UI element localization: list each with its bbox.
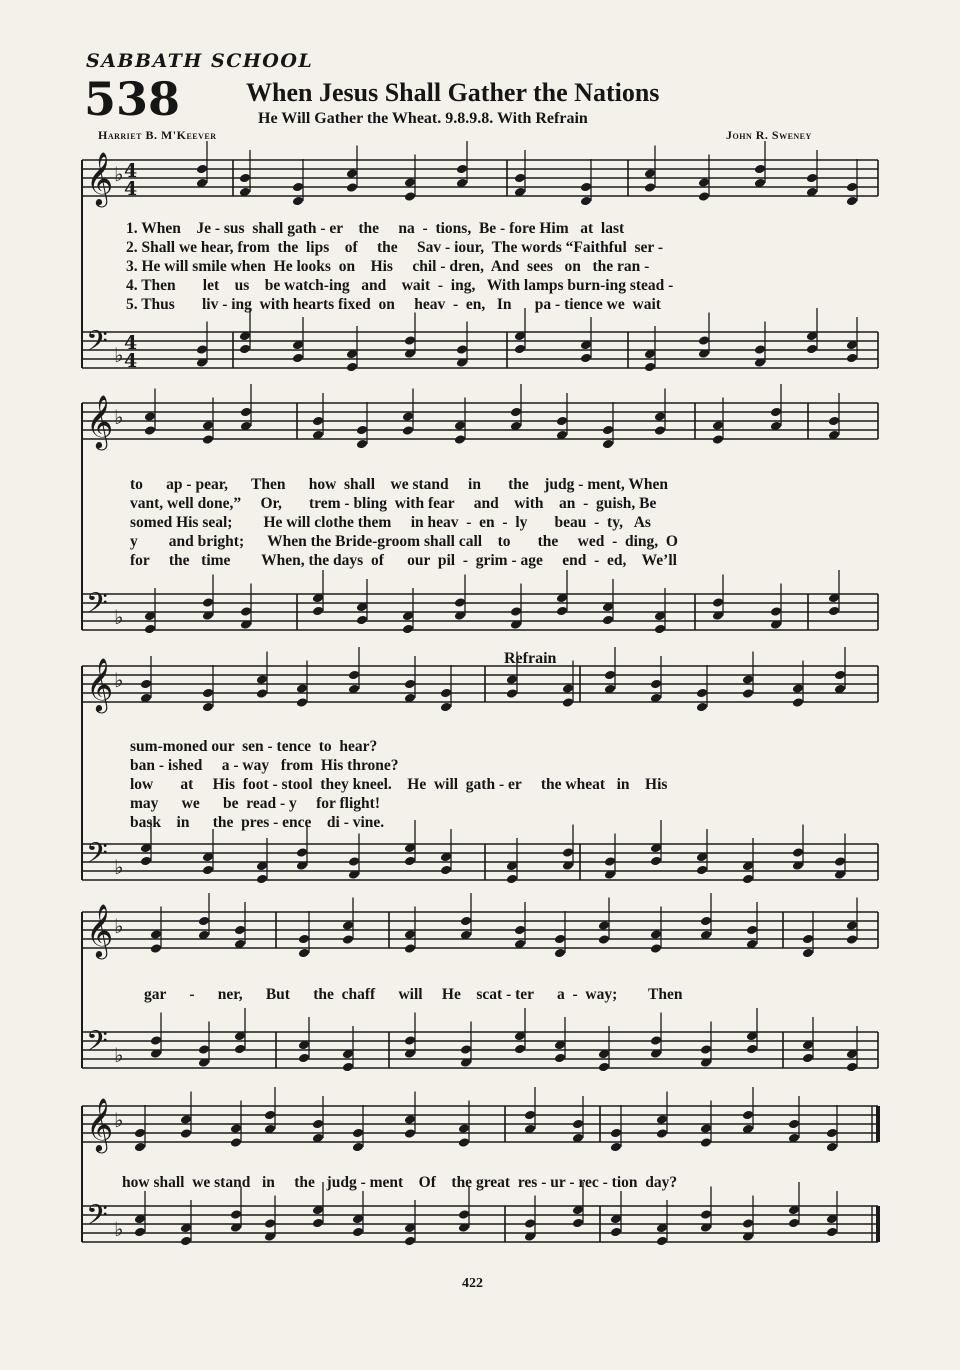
note-head (312, 606, 324, 617)
note-head (198, 1044, 210, 1055)
verse-2-line: 2. Shall we hear, from the lips of the Sav - iour, The words “Faithful ser - (126, 239, 664, 256)
note-head (404, 335, 416, 346)
note-head (828, 416, 840, 427)
note-head (352, 1142, 364, 1153)
verse-1-line: sum-moned our sen - tence to hear? (130, 738, 378, 755)
note-head (656, 1128, 668, 1139)
note-head (556, 416, 568, 427)
note-head (202, 597, 214, 608)
note-head (700, 1123, 712, 1134)
note-head (650, 679, 662, 690)
note-head (460, 1044, 472, 1055)
note-head (514, 925, 526, 936)
note-head (754, 164, 766, 175)
note-head (454, 420, 466, 431)
note-head (506, 674, 518, 685)
note-head (196, 344, 208, 355)
flat-sign-icon: ♭ (114, 914, 124, 938)
note-head (342, 920, 354, 931)
note-head (230, 1137, 242, 1148)
note-head (144, 624, 156, 635)
note-head (746, 1044, 758, 1055)
note-head (404, 1128, 416, 1139)
note-head (134, 1128, 146, 1139)
note-head (256, 674, 268, 685)
note-head (312, 1218, 324, 1229)
note-head (404, 1035, 416, 1046)
note-head (296, 697, 308, 708)
note-head (656, 1236, 668, 1247)
note-head (524, 1218, 536, 1229)
note-head (770, 606, 782, 617)
note-head (650, 856, 662, 867)
treble-clef-icon: 𝄞 (86, 394, 114, 448)
note-head (742, 874, 754, 885)
note-head (140, 679, 152, 690)
note-head (572, 1218, 584, 1229)
note-head (296, 683, 308, 694)
note-head (650, 1035, 662, 1046)
note-head (256, 874, 268, 885)
note-head (404, 1236, 416, 1247)
bass-clef-icon: 𝄢 (86, 587, 108, 627)
note-head (506, 874, 518, 885)
note-head (742, 674, 754, 685)
note-head (460, 916, 472, 927)
note-head (698, 177, 710, 188)
flat-sign-icon: ♭ (114, 1043, 124, 1067)
flat-sign-icon: ♭ (114, 405, 124, 429)
note-head (342, 934, 354, 945)
verse-4-line: may we be read - y for flight! (130, 795, 380, 812)
note-head (654, 425, 666, 436)
verse-5-line: bask in the pres - ence di - vine. (130, 814, 385, 831)
note-head (356, 615, 368, 626)
note-head (792, 697, 804, 708)
note-head (510, 606, 522, 617)
note-head (230, 1123, 242, 1134)
note-head (792, 847, 804, 858)
note-head (198, 916, 210, 927)
note-head (202, 688, 214, 699)
note-head (346, 168, 358, 179)
note-head (298, 948, 310, 959)
note-head (610, 1227, 622, 1238)
note-head (700, 916, 712, 927)
note-head (604, 670, 616, 681)
note-head (572, 1119, 584, 1130)
note-head (292, 353, 304, 364)
bass-clef-icon: 𝄢 (86, 837, 108, 877)
note-head (440, 865, 452, 876)
bass-clef-icon: 𝄢 (86, 325, 108, 365)
note-head (346, 182, 358, 193)
hymn-number: 538 (84, 72, 181, 126)
note-head (456, 164, 468, 175)
note-head (770, 407, 782, 418)
time-signature-top: 4 (124, 160, 138, 182)
note-head (754, 344, 766, 355)
flat-sign-icon: ♭ (114, 855, 124, 879)
note-head (292, 196, 304, 207)
note-head (402, 624, 414, 635)
verse-1-line: to ap - pear, Then how shall we stand in the judg - ment, When (130, 476, 668, 493)
verse-1-line: 1. When Je - sus shall gath - er the na - tions, Be - fore Him at last (126, 220, 625, 237)
composer-credit: John R. Sweney (726, 128, 812, 142)
note-head (610, 1128, 622, 1139)
section-heading: SABBATH SCHOOL (86, 50, 314, 72)
note-head (298, 1053, 310, 1064)
note-head (150, 943, 162, 954)
note-head (826, 1142, 838, 1153)
note-head (514, 344, 526, 355)
note-head (356, 425, 368, 436)
note-head (610, 1142, 622, 1153)
note-head (788, 1218, 800, 1229)
note-head (650, 943, 662, 954)
note-head (256, 688, 268, 699)
page-number: 422 (462, 1276, 483, 1291)
note-head (456, 344, 468, 355)
note-head (348, 856, 360, 867)
note-head (580, 182, 592, 193)
note-head (296, 847, 308, 858)
note-head (700, 1137, 712, 1148)
hymn-subtitle: He Will Gather the Wheat. 9.8.9.8. With Refrain (258, 110, 588, 127)
note-head (554, 934, 566, 945)
note-head (524, 1110, 536, 1121)
note-head (602, 615, 614, 626)
verse-3-line: 3. He will smile when He looks on His chil - dren, And sees on the ran - (126, 258, 650, 275)
note-head (150, 1035, 162, 1046)
flat-sign-icon: ♭ (114, 162, 124, 186)
note-head (604, 856, 616, 867)
refrain-line: gar - ner, But the chaff will He scat - ter a - way; Then (144, 986, 683, 1003)
note-head (458, 1123, 470, 1134)
verse-5-line: for the time When, the days of our pil - grim - age end - ed, We’ll (130, 552, 677, 569)
note-head (826, 1227, 838, 1238)
note-head (802, 948, 814, 959)
author-credit: Harriet B. M'Keever (98, 128, 217, 142)
note-head (144, 411, 156, 422)
flat-sign-icon: ♭ (114, 605, 124, 629)
note-head (806, 344, 818, 355)
note-head (144, 425, 156, 436)
note-head (746, 925, 758, 936)
note-head (404, 856, 416, 867)
flat-sign-icon: ♭ (114, 668, 124, 692)
note-head (230, 1209, 242, 1220)
note-head (404, 943, 416, 954)
note-head (834, 670, 846, 681)
note-head (510, 407, 522, 418)
note-head (292, 182, 304, 193)
note-head (404, 679, 416, 690)
note-head (826, 1128, 838, 1139)
note-head (404, 177, 416, 188)
note-head (802, 934, 814, 945)
note-head (846, 196, 858, 207)
note-head (134, 1142, 146, 1153)
note-head (348, 670, 360, 681)
note-head (404, 929, 416, 940)
note-head (698, 335, 710, 346)
note-head (514, 1044, 526, 1055)
note-head (788, 1119, 800, 1130)
note-head (440, 702, 452, 713)
note-head (180, 1128, 192, 1139)
note-head (312, 1119, 324, 1130)
note-head (180, 1236, 192, 1247)
note-head (352, 1227, 364, 1238)
note-head (712, 434, 724, 445)
note-head (700, 1209, 712, 1220)
note-head (650, 929, 662, 940)
note-head (598, 1062, 610, 1073)
note-head (180, 1114, 192, 1125)
flat-sign-icon: ♭ (114, 1217, 124, 1241)
note-head (828, 606, 840, 617)
note-head (654, 411, 666, 422)
note-head (742, 1218, 754, 1229)
note-head (140, 856, 152, 867)
note-head (234, 1044, 246, 1055)
note-head (696, 688, 708, 699)
note-head (554, 1053, 566, 1064)
bass-clef-icon: 𝄢 (86, 1199, 108, 1239)
note-head (562, 697, 574, 708)
note-head (202, 420, 214, 431)
note-head (656, 1114, 668, 1125)
note-head (458, 1209, 470, 1220)
note-head (196, 164, 208, 175)
note-head (654, 624, 666, 635)
note-head (834, 856, 846, 867)
note-head (602, 425, 614, 436)
note-head (454, 434, 466, 445)
time-signature-top: 4 (124, 332, 138, 354)
verse-4-line: y and bright; When the Bride-groom shall call to the wed - ding, O (130, 533, 678, 550)
note-head (554, 948, 566, 959)
note-head (698, 191, 710, 202)
note-head (742, 1110, 754, 1121)
note-head (644, 362, 656, 373)
note-head (402, 425, 414, 436)
note-head (239, 344, 251, 355)
note-head (202, 865, 214, 876)
note-head (846, 1062, 858, 1073)
verse-2-line: ban - ished a - way from His throne? (130, 757, 399, 774)
note-head (806, 173, 818, 184)
flat-sign-icon: ♭ (114, 343, 124, 367)
note-head (644, 168, 656, 179)
treble-clef-icon: 𝄞 (86, 903, 114, 957)
note-head (598, 920, 610, 931)
note-head (404, 1114, 416, 1125)
treble-clef-icon: 𝄞 (86, 657, 114, 711)
note-head (712, 597, 724, 608)
time-signature-bottom: 4 (124, 178, 138, 200)
note-head (580, 353, 592, 364)
note-head (202, 434, 214, 445)
treble-clef-icon: 𝄞 (86, 151, 114, 205)
note-head (696, 702, 708, 713)
note-head (440, 688, 452, 699)
verse-4-line: 4. Then let us be watch-ing and wait - ing, With lamps burn-ing stead - (126, 277, 674, 294)
note-head (562, 847, 574, 858)
note-head (742, 688, 754, 699)
note-head (696, 865, 708, 876)
note-head (644, 182, 656, 193)
verse-3-line: low at His foot - stool they kneel. He will gath - er the wheat in His (130, 776, 668, 793)
time-signature-bottom: 4 (124, 350, 138, 372)
note-head (202, 702, 214, 713)
note-head (846, 934, 858, 945)
note-head (580, 196, 592, 207)
note-head (352, 1128, 364, 1139)
note-head (264, 1110, 276, 1121)
note-head (134, 1227, 146, 1238)
note-head (264, 1218, 276, 1229)
note-head (846, 920, 858, 931)
verse-5-line: 5. Thus liv - ing with hearts fixed on heav - en, In pa - tience we wait (126, 296, 661, 313)
verse-3-line: somed His seal; He will clothe them in heav - en - ly beau - ty, As (130, 514, 651, 531)
note-head (402, 411, 414, 422)
note-head (240, 407, 252, 418)
note-head (556, 606, 568, 617)
verse-2-line: vant, well done,” Or, trem - bling with fear and with an - guish, Be (130, 495, 657, 512)
note-head (506, 688, 518, 699)
note-head (239, 173, 251, 184)
note-head (150, 929, 162, 940)
note-head (404, 191, 416, 202)
note-head (346, 362, 358, 373)
note-head (562, 683, 574, 694)
note-head (802, 1053, 814, 1064)
bass-clef-icon: 𝄢 (86, 1025, 108, 1065)
note-head (312, 416, 324, 427)
note-head (298, 934, 310, 945)
hymn-title: When Jesus Shall Gather the Nations (246, 78, 660, 107)
note-head (342, 1062, 354, 1073)
treble-clef-icon: 𝄞 (86, 1097, 114, 1151)
note-head (602, 439, 614, 450)
note-head (700, 1044, 712, 1055)
note-head (240, 606, 252, 617)
note-head (792, 683, 804, 694)
flat-sign-icon: ♭ (114, 1108, 124, 1132)
note-head (712, 420, 724, 431)
note-head (514, 173, 526, 184)
note-head (846, 353, 858, 364)
note-head (846, 182, 858, 193)
note-head (356, 439, 368, 450)
refrain-label: Refrain (504, 650, 557, 667)
note-head (454, 597, 466, 608)
note-head (458, 1137, 470, 1148)
refrain-line: how shall we stand in the judg - ment Of the great res - ur - rec - tion day? (122, 1174, 678, 1191)
note-head (234, 925, 246, 936)
note-head (598, 934, 610, 945)
